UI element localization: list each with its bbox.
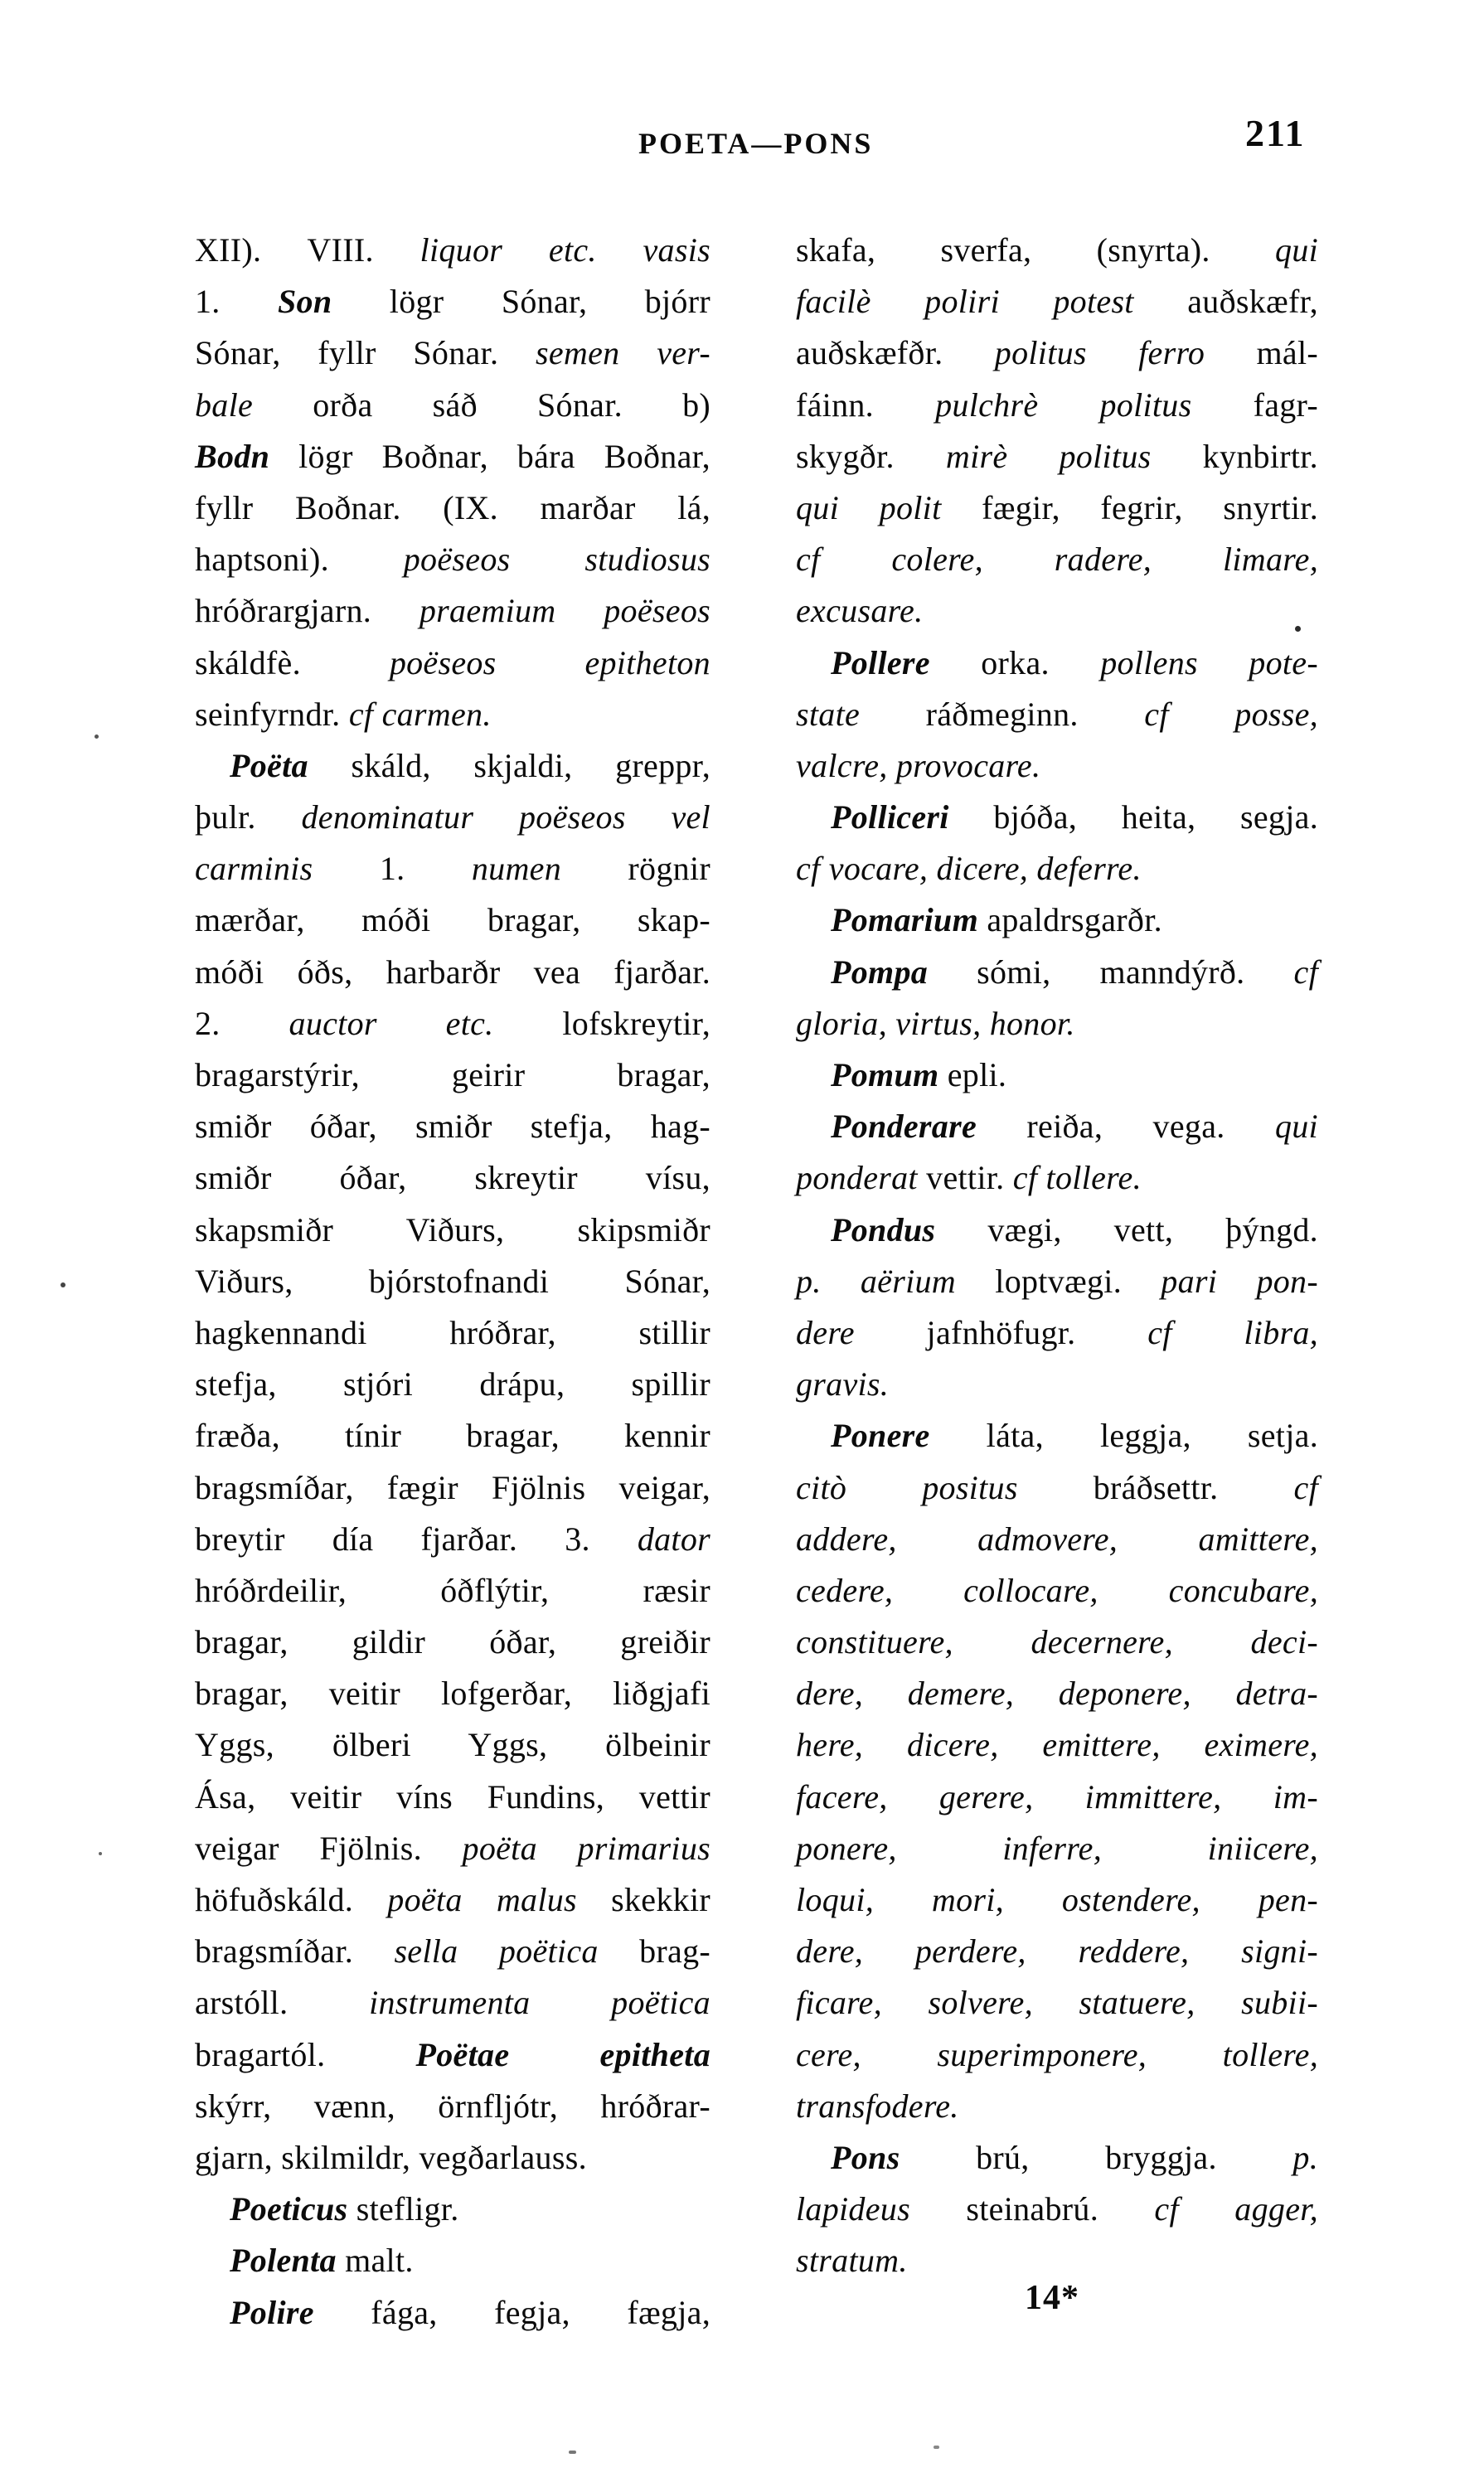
icelandic-text: lögr Sónar, bjórr [389,283,710,321]
text-line [195,2029,710,2081]
latin-italic: state [796,695,861,733]
headword: Pondus [831,1210,936,1248]
icelandic-text: brú, bryggja. [976,2138,1217,2176]
icelandic-text: skygðr. [796,437,895,475]
latin-italic: politus ferro [994,334,1205,372]
headword: Polenta [230,2242,337,2280]
latin-italic: gravis. [796,1365,890,1403]
latin-italic: p. aërium [796,1262,956,1300]
headword: Son [278,283,332,321]
icelandic-text: orka. [981,643,1050,681]
icelandic-text: bragarstýrir, geirir bragar, [195,1056,710,1093]
icelandic-text: móði óðs, harbarðr vea fjarðar. [195,953,710,991]
icelandic-text: lögr Boðnar, bára Boðnar, [298,437,710,475]
icelandic-text: 2. [195,1004,221,1042]
text-line [796,1617,1318,1668]
icelandic-text: malt. [345,2242,414,2280]
icelandic-text: orða sáð Sónar. b) [313,385,710,424]
icelandic-text: bragsmíðar, fægir Fjölnis veigar, [195,1468,710,1506]
scan-speck [61,1282,65,1287]
icelandic-text: auðskæfr, [1187,283,1318,321]
latin-italic: ponere, inferre, iniicere, [796,1829,1318,1867]
icelandic-text: kynbirtr. [1202,437,1318,475]
text-line [195,1307,710,1359]
text-line [195,1359,710,1410]
text-line [195,689,710,740]
icelandic-text: bráðsettr. [1093,1468,1219,1506]
latin-italic: facere, gerere, immittere, im- [796,1777,1318,1816]
icelandic-text: skáldfè. [195,643,301,681]
icelandic-text: hróðrdeilir, óðflýtir, ræsir [195,1571,710,1609]
latin-italic: ponderat [796,1159,918,1197]
latin-italic: gloria, virtus, honor. [796,1004,1075,1042]
text-line [796,638,1318,689]
icelandic-text: seinfyrndr. [195,695,341,733]
latin-italic: cedere, collocare, concubare, [796,1571,1318,1609]
latin-italic: dere, perdere, reddere, signi- [796,1932,1318,1971]
scan-speck [99,1852,102,1855]
text-line [796,585,1318,637]
text-line [195,1823,710,1874]
icelandic-text: breytir día fjarðar. 3. [195,1520,590,1558]
latin-italic: stratum. [796,2242,908,2280]
text-line [796,2081,1318,2132]
latin-italic: cf [1293,1468,1318,1506]
latin-italic: denominatur poëseos vel [301,798,710,836]
latin-italic: cf vocare, dicere, deferre. [796,850,1142,888]
text-line [796,1565,1318,1617]
text-line [195,2235,710,2286]
icelandic-text: Sónar, fyllr Sónar. [195,334,499,372]
headword: Pomarium [831,901,978,939]
signature-mark: 14* [1025,2279,1079,2317]
text-line [195,1668,710,1719]
headword: Pomum [831,1056,939,1093]
text-line [195,327,710,379]
icelandic-text: hagkennandi hróðrar, stillir [195,1313,710,1351]
icelandic-text: sómi, manndýrð. [977,953,1245,991]
scan-speck [569,2451,576,2454]
latin-italic: dator [637,1520,710,1558]
icelandic-text: vægi, vett, þýngd. [987,1210,1318,1248]
text-line [796,998,1318,1050]
text-line [796,431,1318,482]
text-line [796,894,1318,946]
text-line [195,1772,710,1823]
icelandic-text: rögnir [628,850,710,888]
text-line [796,689,1318,740]
icelandic-text: auðskæfðr. [796,334,943,372]
scan-speck [1295,626,1301,632]
headword: Poëta [230,746,308,784]
text-line [796,380,1318,431]
text-line [195,482,710,534]
icelandic-text: epli. [947,1056,1007,1093]
text-line [195,225,710,276]
headword: Pollere [831,643,930,681]
scan-speck [95,734,99,739]
text-line [195,1050,710,1101]
latin-italic: cf carmen. [348,695,492,733]
latin-italic: cf [1293,953,1318,991]
icelandic-text: bragar, veitir lofgerðar, liðgjafi [195,1675,710,1713]
headword: Pons [831,2138,900,2176]
latin-italic: sella poëtica [394,1932,599,1971]
latin-italic: valcre, provocare. [796,746,1041,784]
text-line [796,2132,1318,2184]
latin-italic: poëseos studiosus [403,541,710,579]
icelandic-text: skáld, skjaldi, greppr, [351,746,710,784]
latin-italic: ficare, solvere, statuere, subii- [796,1984,1318,2022]
latin-italic: qui polit [796,488,942,526]
text-line [796,1256,1318,1307]
icelandic-text: þulr. [195,798,256,836]
text-line [195,276,710,327]
icelandic-text: apaldrsgarðr. [987,901,1162,939]
icelandic-text: mál- [1256,334,1318,372]
text-line [195,2132,710,2184]
icelandic-text: steinabrú. [966,2190,1098,2228]
latin-italic: poëseos epitheton [389,643,710,681]
icelandic-text: smiðr óðar, skreytir vísu, [195,1159,710,1197]
icelandic-text: loptvægi. [995,1262,1123,1300]
text-line [796,1823,1318,1874]
text-line [195,431,710,482]
latin-italic: praemium poëseos [419,592,710,630]
icelandic-text: stefja, stjóri drápu, spillir [195,1365,710,1403]
text-line [796,1101,1318,1152]
latin-italic: lapideus [796,2190,910,2228]
text-line [195,2081,710,2132]
text-line [796,225,1318,276]
text-line [796,1359,1318,1410]
headword: Ponderare [831,1108,977,1146]
icelandic-text: bragsmíðar. [195,1932,354,1971]
text-line [796,1668,1318,1719]
latin-italic: instrumenta poëtica [369,1984,710,2022]
icelandic-text: fræða, tínir bragar, kennir [195,1417,710,1455]
latin-italic: cere, superimponere, tollere, [796,2035,1318,2073]
latin-italic: addere, admovere, amittere, [796,1520,1318,1558]
text-line [195,1101,710,1152]
icelandic-text: bjóða, heita, segja. [993,798,1318,836]
text-line [195,1410,710,1462]
latin-italic: bale [195,385,254,424]
icelandic-text: haptsoni). [195,541,329,579]
icelandic-text: lofskreytir, [562,1004,710,1042]
icelandic-text: 1. [195,283,221,321]
icelandic-text: höfuðskáld. [195,1881,354,1918]
icelandic-text: fága, fegja, fægja, [371,2293,710,2331]
icelandic-text: láta, leggja, setja. [986,1417,1318,1455]
icelandic-text: bragar, gildir óðar, greiðir [195,1623,710,1661]
latin-italic: cf posse, [1144,695,1318,733]
latin-italic: semen ver- [536,334,710,372]
latin-italic: here, dicere, emittere, eximere, [796,1726,1318,1764]
latin-italic: dere [796,1313,855,1351]
icelandic-text: skafa, sverfa, (snyrta). [796,231,1210,269]
latin-italic: citò positus [796,1468,1018,1506]
right-column [796,225,1318,2287]
icelandic-text: brag- [639,1932,710,1971]
headword: Bodn [195,437,270,475]
text-line [195,792,710,843]
latin-italic: transfodere. [796,2087,959,2125]
latin-italic: poëta malus [387,1881,577,1918]
icelandic-text: Viðurs, bjórstofnandi Sónar, [195,1262,710,1300]
text-line [195,585,710,637]
latin-italic: liquor etc. vasis [419,231,710,269]
latin-italic: dere, demere, deponere, detra- [796,1675,1318,1713]
latin-italic: loqui, mori, ostendere, pen- [796,1881,1318,1918]
text-line [195,1256,710,1307]
text-line [195,1462,710,1514]
text-line [195,1617,710,1668]
text-line [796,1050,1318,1101]
icelandic-text: ráðmeginn. [925,695,1079,733]
text-line [195,1205,710,1256]
page-number: 211 [1245,112,1306,154]
headword: Polliceri [831,798,949,836]
latin-italic: carminis [195,850,313,888]
icelandic-text: mærðar, móði bragar, skap- [195,901,710,939]
icelandic-text: hróðrargjarn. [195,592,372,630]
text-line [796,1874,1318,1926]
icelandic-text: Ása, veitir víns Fundins, vettir [195,1777,710,1816]
text-line [195,998,710,1050]
text-line [796,1307,1318,1359]
text-line [796,1462,1318,1514]
icelandic-text: skekkir [611,1881,710,1918]
latin-italic: excusare. [796,592,924,630]
text-line [796,1926,1318,1977]
icelandic-text: arstóll. [195,1984,289,2022]
left-column [195,225,710,2339]
icelandic-text: gjarn, skilmildr, vegðarlauss. [195,2138,587,2176]
latin-italic: facilè poliri potest [796,283,1134,321]
latin-italic: numen [471,850,561,888]
icelandic-text: fagr- [1253,385,1318,424]
text-line [195,2287,710,2339]
headword: Ponere [831,1417,930,1455]
latin-italic: p. [1292,2138,1318,2176]
icelandic-text: skapsmiðr Viðurs, skipsmiðr [195,1210,710,1248]
text-line [195,894,710,946]
text-line [195,380,710,431]
text-line [195,1514,710,1565]
icelandic-text: reiða, vega. [1026,1108,1225,1146]
text-line [195,1874,710,1926]
text-line [195,1565,710,1617]
text-line [796,843,1318,894]
icelandic-text: bragartól. [195,2035,326,2073]
headword: Polire [230,2293,314,2331]
icelandic-text: skýrr, vænn, örnfljótr, hróðrar- [195,2087,710,2125]
text-line [195,1977,710,2029]
text-line [195,843,710,894]
text-line [796,2029,1318,2081]
latin-italic: pulchrè politus [935,385,1192,424]
latin-italic: pollens pote- [1100,643,1318,681]
text-line [796,1152,1318,1204]
text-line [195,1926,710,1977]
text-line [796,1977,1318,2029]
latin-italic: constituere, decernere, deci- [796,1623,1318,1661]
scan-speck [934,2446,939,2449]
text-line [796,792,1318,843]
running-head: POETA—PONS [638,127,874,160]
text-line [796,327,1318,379]
text-line [796,276,1318,327]
text-line [796,1772,1318,1823]
text-line [796,482,1318,534]
text-line [195,534,710,585]
icelandic-text: stefligr. [356,2190,459,2228]
text-line [796,740,1318,792]
icelandic-text: Yggs, ölberi Yggs, ölbeinir [195,1726,710,1764]
latin-italic: pari pon- [1161,1262,1318,1300]
icelandic-text: fyllr Boðnar. (IX. marðar lá, [195,488,710,526]
text-line [796,534,1318,585]
text-line [195,638,710,689]
latin-italic: poëta primarius [462,1829,710,1867]
icelandic-text: fáinn. [796,385,874,424]
latin-italic: cf tollere. [1012,1159,1142,1197]
text-line [796,2184,1318,2235]
icelandic-text: smiðr óðar, smiðr stefja, hag- [195,1108,710,1146]
latin-italic: qui [1274,231,1318,269]
text-line [796,1205,1318,1256]
latin-italic: cf libra, [1147,1313,1318,1351]
headword: Poëtae epitheta [415,2035,710,2073]
text-line [195,2184,710,2235]
text-line [796,947,1318,998]
text-line [796,1410,1318,1462]
icelandic-text: XII). VIII. [195,231,374,269]
text-line [195,740,710,792]
text-line [195,1719,710,1771]
headword: Pompa [831,953,929,991]
text-line [195,1152,710,1204]
latin-italic: qui [1274,1108,1318,1146]
latin-italic: auctor etc. [289,1004,494,1042]
latin-italic: cf colere, radere, limare, [796,541,1318,579]
latin-italic: cf agger, [1154,2190,1318,2228]
icelandic-text: fægir, fegrir, snyrtir. [982,488,1318,526]
icelandic-text: vettir. [926,1159,1005,1197]
icelandic-text: jafnhöfugr. [926,1313,1076,1351]
icelandic-text: veigar Fjölnis. [195,1829,422,1867]
text-line [796,1719,1318,1771]
headword: Poeticus [230,2190,348,2228]
text-line [195,947,710,998]
icelandic-text: 1. [379,850,405,888]
latin-italic: mirè politus [945,437,1152,475]
text-line [796,1514,1318,1565]
